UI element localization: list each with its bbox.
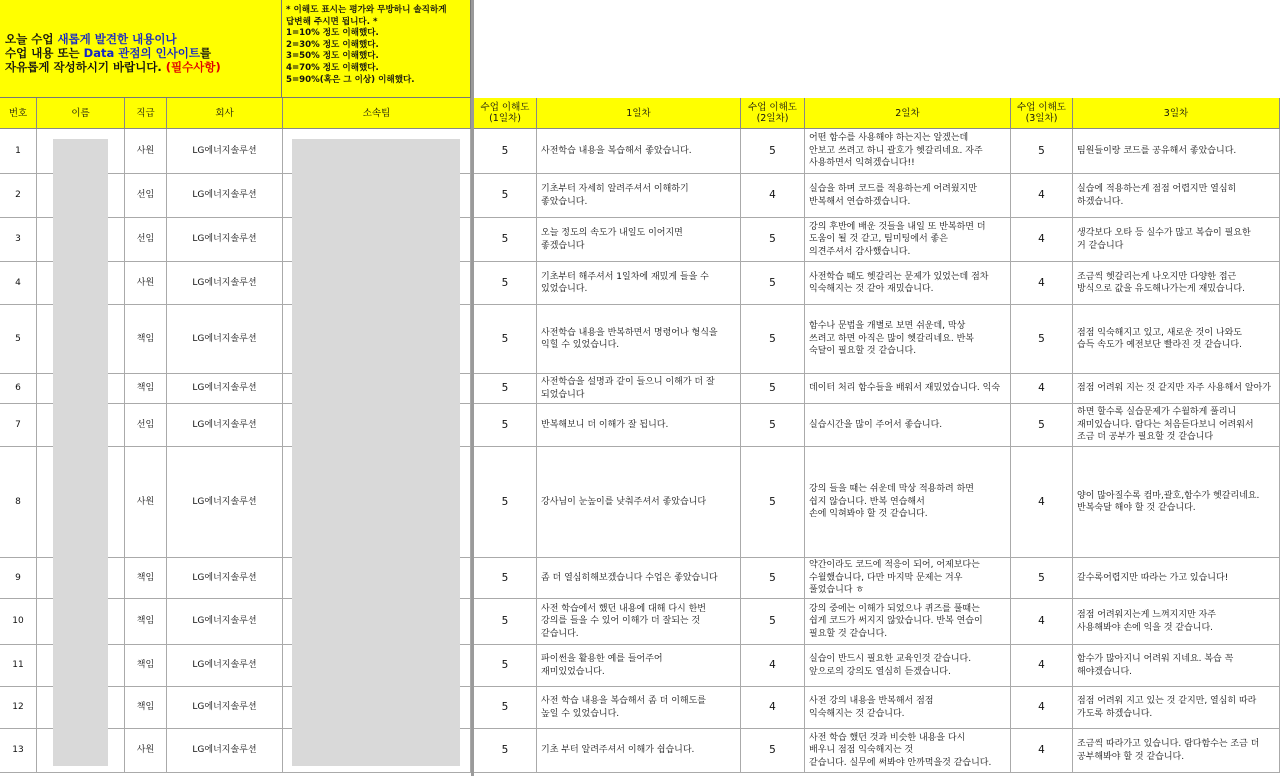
- cell-text: LG에너지솔루션: [192, 572, 257, 583]
- cell-s2[interactable]: [741, 558, 805, 599]
- cell-text: 4: [1038, 744, 1045, 757]
- cell-d2[interactable]: [805, 129, 1011, 174]
- cell-rank[interactable]: [125, 374, 167, 404]
- cell-rank[interactable]: [125, 262, 167, 305]
- cell-d2[interactable]: [805, 558, 1011, 599]
- cell-num[interactable]: [0, 129, 37, 174]
- cell-rank[interactable]: [125, 687, 167, 729]
- cell-text: 사전 학습 했던 것과 비슷한 내용을 다시 배우니 점점 익숙해지는 것 같습니다. 실무에 써봐야 안까먹을것 같습니다.: [809, 732, 992, 768]
- cell-text: 점점 어려워 지는 것 같지만 자주 사용해서 알아가: [1077, 383, 1271, 394]
- cell-s1[interactable]: [474, 687, 537, 729]
- cell-s3[interactable]: [1011, 558, 1073, 599]
- cell-text: 파이썬을 활용한 예를 들어주어 재미있었습니다.: [541, 654, 663, 677]
- cell-text: LG에너지솔루션: [192, 145, 257, 156]
- cell-d3[interactable]: [1073, 374, 1280, 404]
- cell-s1[interactable]: [474, 218, 537, 262]
- cell-text: 약간이라도 코드에 적응이 되어, 어제보다는 수월했습니다, 다만 마지막 문제는 겨우 풀었습니다 ㅎ: [809, 560, 980, 596]
- cell-text: 사원: [136, 145, 155, 156]
- cell-d1[interactable]: [537, 404, 741, 447]
- cell-text: 실습을 하며 코드를 적용하는게 어려웠지만 반복해서 연습하겠습니다.: [809, 184, 977, 207]
- cell-company[interactable]: [167, 599, 283, 645]
- cell-num[interactable]: [0, 447, 37, 558]
- instruction-line-2: 수업 내용 또는 Data 관점의 인사이트를: [5, 46, 212, 60]
- cell-text: 5: [501, 382, 509, 395]
- cell-d1[interactable]: [537, 174, 741, 218]
- cell-company[interactable]: [167, 305, 283, 374]
- cell-text: 어떤 함수를 사용해야 하는지는 알겠는데 안보고 쓰려고 하니 괄호가 헷갈리네요. 자주 사용하면서 익혀겠습니다!!: [809, 133, 983, 169]
- cell-s1[interactable]: [474, 174, 537, 218]
- cell-num[interactable]: [0, 558, 37, 599]
- cell-d1[interactable]: [537, 687, 741, 729]
- cell-num[interactable]: [0, 729, 37, 773]
- cell-text: LG에너지솔루션: [192, 419, 257, 430]
- cell-text: 책임: [136, 660, 155, 671]
- cell-s2[interactable]: [741, 262, 805, 305]
- cell-company[interactable]: [167, 687, 283, 729]
- cell-text: 사전 학습 내용을 복습해서 좀 더 이해도를 높일 수 있었습니다.: [541, 696, 706, 719]
- cell-text: 10: [12, 616, 24, 627]
- cell-text: 실습이 반드시 필요한 교육인것 같습니다. 앞으로의 강의도 열심히 듣겠습니다.: [809, 654, 972, 677]
- cell-text: LG에너지솔루션: [192, 702, 257, 713]
- cell-d1[interactable]: [537, 599, 741, 645]
- cell-s1[interactable]: [474, 645, 537, 687]
- cell-text: 강의 후반에 배운 것들을 내일 또 반복하면 더 도움이 될 것 같고, 팀미팅에서 좋은 의견주셔서 감사했습니다.: [809, 221, 986, 257]
- cell-company[interactable]: [167, 218, 283, 262]
- cell-d3[interactable]: [1073, 687, 1280, 729]
- cell-text: 11: [12, 660, 24, 671]
- cell-text: 실습시간을 많이 주어서 좋습니다.: [809, 419, 943, 430]
- cell-s1[interactable]: [474, 729, 537, 773]
- cell-num[interactable]: [0, 687, 37, 729]
- cell-text: 점점 어려워 지고 있는 것 같지만, 열심히 따라 가도록 하겠습니다.: [1077, 696, 1257, 719]
- cell-d2[interactable]: [805, 404, 1011, 447]
- cell-text: 사전 강의 내용을 반복해서 점점 익숙해지는 것 같습니다.: [809, 696, 934, 719]
- cell-d1[interactable]: [537, 218, 741, 262]
- cell-text: 4: [1038, 276, 1045, 289]
- cell-text: 5: [501, 615, 509, 628]
- cell-text: 점점 어려워지는게 느껴지지만 자주 사용해봐야 손에 익을 것 같습니다.: [1077, 610, 1216, 633]
- cell-text: 5: [501, 418, 509, 431]
- header-label: 직급: [136, 107, 155, 119]
- cell-text: 5: [769, 276, 776, 289]
- cell-text: 4: [769, 659, 776, 672]
- cell-d3[interactable]: [1073, 218, 1280, 262]
- cell-d3[interactable]: [1073, 305, 1280, 374]
- cell-s2[interactable]: [741, 305, 805, 374]
- cell-rank[interactable]: [125, 729, 167, 773]
- cell-s3[interactable]: [1011, 645, 1073, 687]
- cell-text: LG에너지솔루션: [192, 333, 257, 344]
- cell-text: LG에너지솔루션: [192, 383, 257, 394]
- cell-text: 8: [15, 496, 21, 507]
- cell-s3[interactable]: [1011, 729, 1073, 773]
- cell-text: 책임: [136, 702, 155, 713]
- cell-text: 강의 중에는 이해가 되었으나 퀴즈를 풀때는 쉽게 코드가 써지지 않았습니다. 반복 연습이 필요할 것 같습니다.: [809, 603, 983, 639]
- cell-s1[interactable]: [474, 404, 537, 447]
- cell-text: 생각보다 오타 등 실수가 많고 복습이 필요한 거 같습니다: [1077, 228, 1251, 251]
- cell-s2[interactable]: [741, 729, 805, 773]
- cell-num[interactable]: [0, 645, 37, 687]
- cell-d2[interactable]: [805, 374, 1011, 404]
- cell-s3[interactable]: [1011, 687, 1073, 729]
- cell-text: 사전학습 때도 헷갈리는 문제가 있었는데 점차 익숙해지는 것 같아 재밌습니다.: [809, 271, 989, 294]
- cell-text: 4: [1038, 189, 1045, 202]
- cell-text: 5: [1038, 144, 1045, 157]
- cell-text: 2: [15, 190, 21, 201]
- cell-text: 4: [1038, 659, 1045, 672]
- cell-s3[interactable]: [1011, 404, 1073, 447]
- cell-text: 5: [501, 233, 509, 246]
- cell-num[interactable]: [0, 262, 37, 305]
- cell-text: 기초부터 해주셔서 1일차에 재밌게 들을 수 있었습니다.: [541, 271, 709, 294]
- cell-text: 3: [15, 234, 21, 245]
- cell-d1[interactable]: [537, 447, 741, 558]
- cell-s3[interactable]: [1011, 262, 1073, 305]
- cell-s1[interactable]: [474, 374, 537, 404]
- cell-d3[interactable]: [1073, 729, 1280, 773]
- cell-rank[interactable]: [125, 645, 167, 687]
- cell-company[interactable]: [167, 404, 283, 447]
- cell-rank[interactable]: [125, 305, 167, 374]
- cell-text: 5: [769, 495, 776, 508]
- cell-text: 5: [1038, 571, 1045, 584]
- cell-text: 양이 많아질수록 컴마,괄호,함수가 헷갈리네요. 반복숙달 해야 할 것 같습니다.: [1077, 490, 1260, 513]
- cell-company[interactable]: [167, 645, 283, 687]
- cell-text: 점점 익숙해지고 있고, 새로운 것이 나와도 습득 속도가 예전보단 빨라진 것 같습니다.: [1077, 327, 1242, 350]
- cell-text: 5: [501, 144, 509, 157]
- cell-text: 사전학습 내용을 복습해서 좋았습니다.: [541, 145, 692, 156]
- cell-d3[interactable]: [1073, 599, 1280, 645]
- cell-d1[interactable]: [537, 305, 741, 374]
- cell-d2[interactable]: [805, 174, 1011, 218]
- cell-text: 하면 할수록 실습문제가 수월하게 풀리니 재미있습니다. 람다는 처음듣다보니 어려워서 조금 더 공부가 필요할 것 같습니다: [1077, 407, 1254, 443]
- cell-company[interactable]: [167, 447, 283, 558]
- cell-text: 12: [12, 702, 24, 713]
- cell-text: 4: [15, 277, 21, 288]
- instruction-box: [0, 0, 282, 98]
- cell-text: 책임: [136, 616, 155, 627]
- header-name[interactable]: [37, 98, 125, 129]
- cell-d1[interactable]: [537, 262, 741, 305]
- cell-text: 5: [501, 495, 509, 508]
- header-label: 수업 이해도 (3일차): [1017, 102, 1066, 124]
- cell-company[interactable]: [167, 374, 283, 404]
- cell-text: 강사님이 눈높이를 낮춰주셔서 좋았습니다: [541, 496, 707, 507]
- cell-d2[interactable]: [805, 447, 1011, 558]
- cell-text: 조금씩 따라가고 있습니다. 람다함수는 조금 더 공부해봐야 할 것 같습니다.: [1077, 739, 1260, 762]
- cell-d1[interactable]: [537, 129, 741, 174]
- cell-text: 5: [769, 332, 776, 345]
- cell-text: 4: [1038, 495, 1045, 508]
- cell-text: 5: [501, 701, 509, 714]
- cell-text: 좀 더 열심히해보겠습니다 수업은 좋았습니다: [541, 572, 718, 583]
- cell-text: 책임: [136, 572, 155, 583]
- cell-text: 실습에 적용하는게 점점 어렵지만 열심히 하겠습니다.: [1077, 184, 1237, 207]
- cell-text: 사원: [136, 745, 155, 756]
- cell-d1[interactable]: [537, 645, 741, 687]
- cell-text: 5: [769, 144, 776, 157]
- cell-text: LG에너지솔루션: [192, 277, 257, 288]
- header-d2[interactable]: [805, 98, 1011, 129]
- cell-s1[interactable]: [474, 129, 537, 174]
- cell-d2[interactable]: [805, 218, 1011, 262]
- cell-text: 5: [501, 332, 509, 345]
- cell-text: 5: [769, 382, 776, 395]
- cell-text: 사원: [136, 277, 155, 288]
- cell-s3[interactable]: [1011, 129, 1073, 174]
- cell-rank[interactable]: [125, 404, 167, 447]
- cell-text: 9: [15, 572, 21, 583]
- cell-d2[interactable]: [805, 645, 1011, 687]
- header-team[interactable]: [283, 98, 471, 129]
- cell-text: LG에너지솔루션: [192, 190, 257, 201]
- cell-s1[interactable]: [474, 305, 537, 374]
- cell-text: 5: [501, 189, 509, 202]
- cell-s1[interactable]: [474, 447, 537, 558]
- cell-text: 선임: [136, 419, 155, 430]
- header-num[interactable]: [0, 98, 37, 129]
- cell-s1[interactable]: [474, 599, 537, 645]
- cell-text: LG에너지솔루션: [192, 745, 257, 756]
- redacted-team-column: [292, 139, 460, 766]
- cell-d1[interactable]: [537, 558, 741, 599]
- cell-rank[interactable]: [125, 558, 167, 599]
- cell-text: 사전학습 내용을 반복하면서 명령어나 형식을 익힐 수 있었습니다.: [541, 327, 718, 350]
- cell-s2[interactable]: [741, 374, 805, 404]
- cell-s3[interactable]: [1011, 305, 1073, 374]
- cell-d3[interactable]: [1073, 447, 1280, 558]
- cell-text: 5: [769, 615, 776, 628]
- cell-d2[interactable]: [805, 729, 1011, 773]
- cell-text: 사원: [136, 496, 155, 507]
- cell-num[interactable]: [0, 174, 37, 218]
- cell-s2[interactable]: [741, 218, 805, 262]
- cell-num[interactable]: [0, 374, 37, 404]
- cell-text: 사전 학습에서 했던 내용에 대해 다시 한번 강의를 들을 수 있어 이해가 더 잘되는 것 같습니다.: [541, 603, 706, 639]
- cell-text: 4: [769, 701, 776, 714]
- cell-s2[interactable]: [741, 447, 805, 558]
- cell-s3[interactable]: [1011, 174, 1073, 218]
- cell-d2[interactable]: [805, 599, 1011, 645]
- cell-text: 4: [1038, 701, 1045, 714]
- header-label: 번호: [8, 107, 28, 119]
- cell-company[interactable]: [167, 262, 283, 305]
- header-s1[interactable]: [474, 98, 537, 129]
- redacted-name-column: [53, 139, 108, 766]
- cell-num[interactable]: [0, 218, 37, 262]
- header-rank[interactable]: [125, 98, 167, 129]
- header-label: 3일차: [1163, 107, 1189, 119]
- cell-company[interactable]: [167, 174, 283, 218]
- cell-text: 데이터 처리 함수들을 배워서 재밌었습니다. 익숙: [809, 383, 1001, 394]
- header-label: 수업 이해도 (2일차): [748, 102, 797, 124]
- instruction-line-3: 자유롭게 작성하시기 바랍니다. (필수사항): [5, 60, 221, 74]
- instruction-line-1: 오늘 수업 새롭게 발견한 내용이나: [5, 32, 177, 46]
- cell-num[interactable]: [0, 599, 37, 645]
- header-label: 소속팀: [362, 107, 391, 119]
- cell-text: 1: [15, 145, 21, 156]
- cell-company[interactable]: [167, 558, 283, 599]
- cell-s2[interactable]: [741, 687, 805, 729]
- cell-s1[interactable]: [474, 558, 537, 599]
- cell-text: 오늘 정도의 속도가 내일도 이어지면 좋겠습니다: [541, 228, 683, 251]
- cell-s2[interactable]: [741, 404, 805, 447]
- cell-text: 13: [12, 745, 24, 756]
- header-s2[interactable]: [741, 98, 805, 129]
- cell-text: 4: [1038, 233, 1045, 246]
- header-label: 2일차: [895, 107, 920, 119]
- cell-text: 갈수록어렵지만 따라는 가고 있습니다!: [1077, 572, 1229, 583]
- cell-text: 기초 부터 알려주셔서 이해가 쉽습니다.: [541, 745, 695, 756]
- cell-d3[interactable]: [1073, 262, 1280, 305]
- cell-d3[interactable]: [1073, 404, 1280, 447]
- cell-rank[interactable]: [125, 599, 167, 645]
- cell-d1[interactable]: [537, 374, 741, 404]
- cell-text: 5: [769, 233, 776, 246]
- cell-text: 조금씩 헷갈리는게 나오지만 다양한 접근 방식으로 값을 유도해나가는게 재밌습니다.: [1077, 271, 1245, 294]
- cell-text: 5: [1038, 418, 1045, 431]
- cell-text: LG에너지솔루션: [192, 660, 257, 671]
- header-company[interactable]: [167, 98, 283, 129]
- cell-text: LG에너지솔루션: [192, 496, 257, 507]
- cell-s3[interactable]: [1011, 447, 1073, 558]
- cell-s2[interactable]: [741, 129, 805, 174]
- header-label: 이름: [71, 107, 90, 119]
- cell-s2[interactable]: [741, 174, 805, 218]
- cell-d2[interactable]: [805, 305, 1011, 374]
- cell-rank[interactable]: [125, 174, 167, 218]
- cell-num[interactable]: [0, 404, 37, 447]
- cell-text: 5: [501, 276, 509, 289]
- cell-text: 함수가 많아지니 어려워 지네요. 복습 꼭 해야겠습니다.: [1077, 654, 1234, 677]
- cell-s1[interactable]: [474, 262, 537, 305]
- score-legend-note: * 이해도 표시는 평가와 무방하니 솔직하게 답변해 주시면 됩니다. * 1=10% 정도 이해했다. 2=30% 정도 이해했다. 3=50% 정도 이해했다. 4=70% 정도 이해했다. 5=90%(혹은 그 이상) 이해했다.: [282, 0, 471, 98]
- cell-d2[interactable]: [805, 262, 1011, 305]
- cell-text: 사전학습을 설명과 같이 들으니 이해가 더 잘 되었습니다: [541, 377, 715, 400]
- cell-text: 선임: [136, 234, 155, 245]
- cell-company[interactable]: [167, 129, 283, 174]
- cell-rank[interactable]: [125, 218, 167, 262]
- cell-text: 5: [15, 333, 21, 344]
- cell-s3[interactable]: [1011, 599, 1073, 645]
- cell-num[interactable]: [0, 305, 37, 374]
- cell-text: LG에너지솔루션: [192, 616, 257, 627]
- cell-d2[interactable]: [805, 687, 1011, 729]
- cell-text: 5: [769, 571, 776, 584]
- cell-s3[interactable]: [1011, 374, 1073, 404]
- cell-text: 4: [1038, 382, 1045, 395]
- cell-d3[interactable]: [1073, 174, 1280, 218]
- cell-company[interactable]: [167, 729, 283, 773]
- frozen-pane-divider: [471, 0, 474, 776]
- cell-text: 5: [501, 571, 509, 584]
- cell-s2[interactable]: [741, 645, 805, 687]
- cell-text: 책임: [136, 383, 155, 394]
- cell-text: 책임: [136, 333, 155, 344]
- cell-text: LG에너지솔루션: [192, 234, 257, 245]
- header-label: 회사: [215, 107, 234, 119]
- cell-text: 팀원들이랑 코드를 공유해서 좋았습니다.: [1077, 145, 1237, 156]
- header-d1[interactable]: [537, 98, 741, 129]
- cell-d3[interactable]: [1073, 129, 1280, 174]
- cell-d3[interactable]: [1073, 645, 1280, 687]
- cell-text: 5: [769, 744, 776, 757]
- header-s3[interactable]: [1011, 98, 1073, 129]
- cell-d3[interactable]: [1073, 558, 1280, 599]
- cell-text: 기초부터 자세히 알려주셔서 이해하기 좋았습니다.: [541, 184, 689, 207]
- cell-text: 함수나 문법을 개별로 보면 쉬운데, 막상 쓰려고 하면 아직은 많이 헷갈리네요. 반복 숙달이 필요할 것 같습니다.: [809, 321, 974, 357]
- cell-text: 5: [501, 659, 509, 672]
- cell-text: 5: [1038, 332, 1045, 345]
- cell-s2[interactable]: [741, 599, 805, 645]
- header-label: 수업 이해도 (1일차): [480, 102, 530, 124]
- cell-s3[interactable]: [1011, 218, 1073, 262]
- cell-text: 5: [769, 418, 776, 431]
- cell-text: 선임: [136, 190, 155, 201]
- cell-text: 4: [769, 189, 776, 202]
- header-label: 1일차: [626, 107, 651, 119]
- header-d3[interactable]: [1073, 98, 1280, 129]
- cell-rank[interactable]: [125, 129, 167, 174]
- cell-d1[interactable]: [537, 729, 741, 773]
- cell-text: 7: [15, 419, 21, 430]
- cell-rank[interactable]: [125, 447, 167, 558]
- cell-text: 반복해보니 더 이해가 잘 됩니다.: [541, 419, 669, 430]
- cell-text: 5: [501, 744, 509, 757]
- cell-text: 6: [15, 383, 21, 394]
- cell-text: 강의 들을 때는 쉬운데 막상 적용하려 하면 쉽지 않습니다. 반복 연습해서 손에 익혀봐야 할 것 같습니다.: [809, 484, 974, 520]
- cell-text: 4: [1038, 615, 1045, 628]
